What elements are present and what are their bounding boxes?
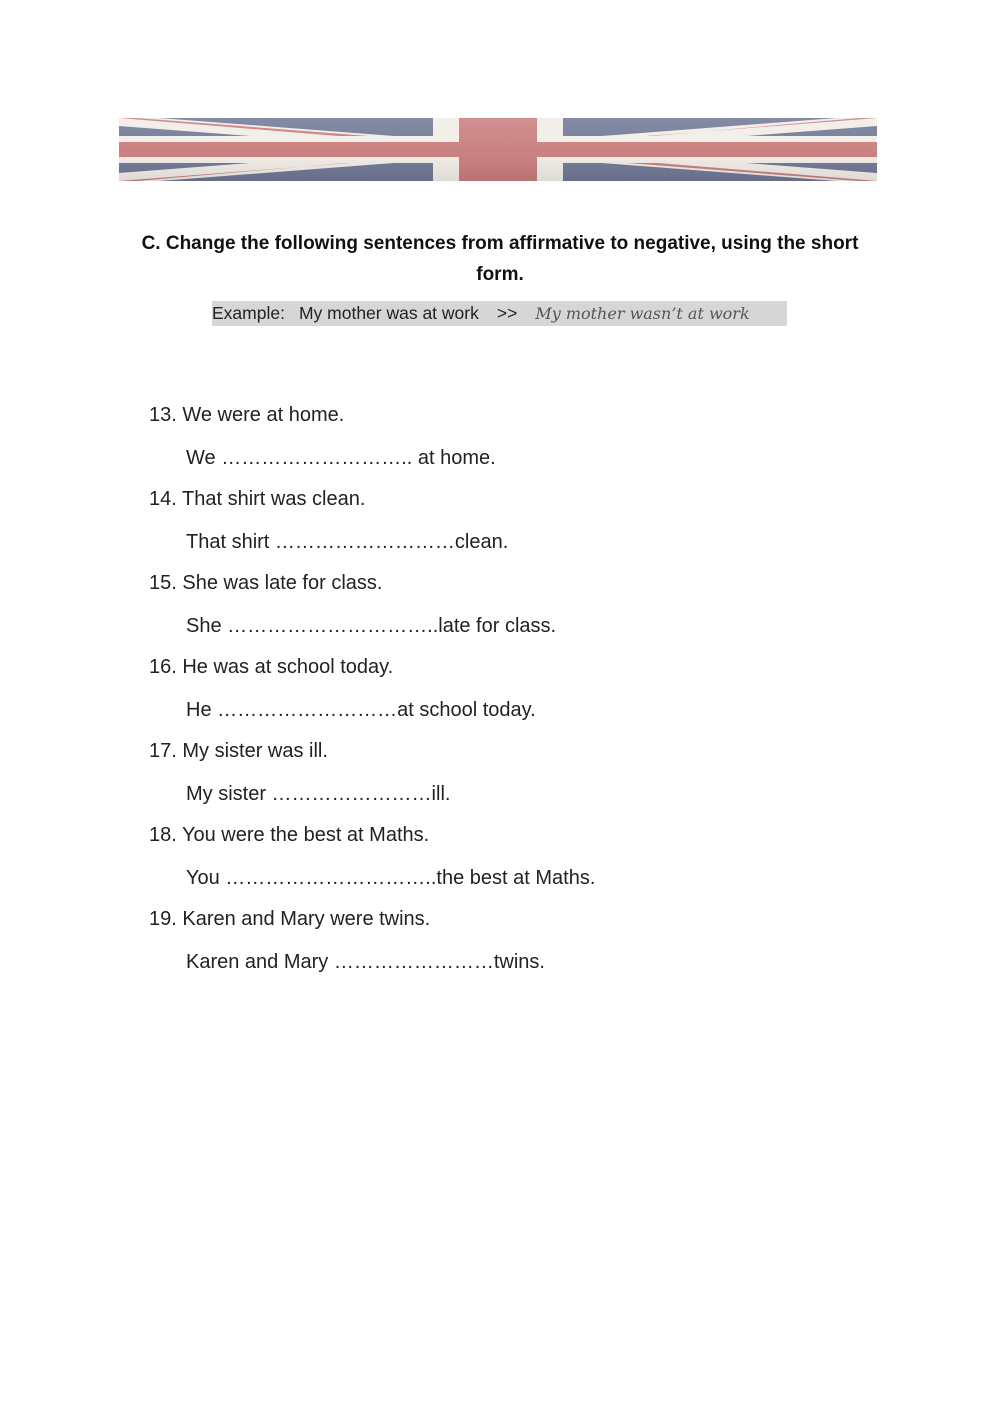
question-sentence: 19. Karen and Mary were twins.	[149, 908, 431, 930]
union-jack-flag-icon	[119, 118, 877, 181]
question-item	[149, 652, 849, 736]
question-sentence: 13. We were at home.	[149, 404, 345, 426]
question-sentence: 16. He was at school today.	[149, 656, 394, 678]
question-sentence: 18. You were the best at Maths.	[149, 824, 430, 846]
question-item	[149, 568, 849, 652]
question-item	[149, 400, 849, 484]
question-item	[149, 484, 849, 568]
exercise-instruction: C. Change the following sentences from affirmative to negative, using the short form.	[141, 233, 859, 285]
example-arrow: >>	[496, 303, 518, 323]
question-item	[149, 820, 849, 904]
answer-line[interactable]: My sister ……………………ill.	[186, 783, 451, 805]
union-jack-banner	[119, 118, 877, 181]
question-item	[149, 904, 849, 988]
answer-line[interactable]: Karen and Mary ……………………twins.	[186, 951, 545, 973]
answer-line[interactable]: That shirt ………………………clean.	[186, 531, 509, 553]
answer-line[interactable]: He ………………………at school today.	[186, 699, 536, 721]
question-sentence: 15. She was late for class.	[149, 572, 383, 594]
answer-line[interactable]: We ……………………….. at home.	[186, 447, 496, 469]
example-label: Example:	[212, 303, 285, 323]
answer-line[interactable]: She …………………………..late for class.	[186, 615, 557, 637]
question-item	[149, 736, 849, 820]
example-sentence: My mother was at work	[298, 303, 479, 323]
answer-line[interactable]: You …………………………..the best at Maths.	[186, 867, 596, 889]
question-sentence: 14. That shirt was clean.	[149, 488, 366, 510]
example-box	[212, 301, 787, 326]
example-answer: My mother wasn’t at work	[535, 304, 750, 323]
question-list	[149, 400, 849, 988]
question-sentence: 17. My sister was ill.	[149, 740, 328, 762]
